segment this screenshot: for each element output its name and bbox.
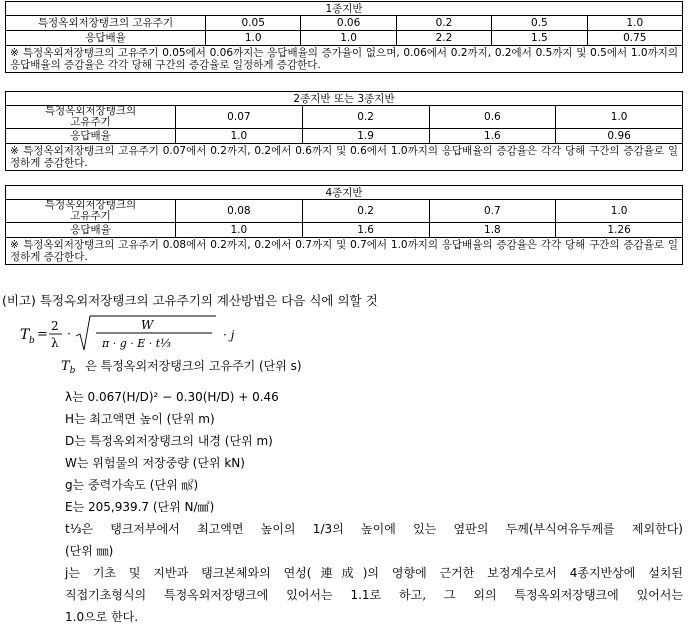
table-soil-type-1 — [5, 1, 683, 73]
period-cell: 0.05 — [206, 16, 301, 31]
formula-lhs: T — [20, 327, 30, 343]
def-line: H는 최고액면 높이 (단위 m) — [65, 412, 215, 426]
row-label-period — [6, 106, 176, 129]
mag-cell: 1.6 — [302, 223, 429, 238]
formula-tail: · j — [223, 328, 235, 342]
def-line: 은 특정옥외저장탱크의 고유주기 (단위 s) — [85, 359, 302, 373]
label-line: 고유주기 — [70, 210, 111, 222]
table-title: 4종지반 — [6, 186, 683, 200]
formula-dot: · — [67, 327, 71, 341]
def-line: 1.0으로 한다. — [65, 610, 139, 624]
mag-cell: 1.0 — [301, 31, 396, 46]
def-line: t⅓은 탱크저부에서 최고액면 높이의 1/3의 높이에 있는 옆판의 두께(부식여유두께를 제외한다) — [65, 522, 683, 536]
table-soil-type-4 — [5, 185, 683, 265]
definitions — [61, 356, 683, 376]
mag-cell: 1.5 — [492, 31, 587, 46]
mag-cell: 0.75 — [587, 31, 682, 46]
label-line: 고유주기 — [70, 116, 111, 128]
mag-cell: 2.2 — [396, 31, 491, 46]
radicand-num: W — [141, 318, 154, 332]
label-line: 특정옥외저장탱크의 — [44, 199, 137, 211]
row-label-period — [6, 200, 176, 223]
row-label-mag: 응답배율 — [6, 223, 176, 238]
formula-eq: = — [37, 327, 48, 342]
label-line: 특정옥외저장탱크의 — [44, 105, 137, 117]
radicand-den: π · g · E · t⅓ — [102, 337, 171, 350]
def-line: 직접기초형식의 특정옥외저장탱크에 있어서는 1.1로 하고, 그 외의 특정옥외저장탱크에 있어서는 — [65, 588, 683, 602]
table-title: 1종지반 — [6, 2, 683, 16]
period-cell: 0.7 — [429, 200, 556, 223]
period-cell: 1.0 — [587, 16, 682, 31]
table-note: ※ 특정옥외저장탱크의 고유주기 0.05에서 0.06까지는 응답배율의 증가율이 없으며, 0.06에서 0.2까지, 0.2에서 0.5까지 및 0.5에서 1.0까지의 응답배율의 증감율은 각각 당해 구간의 증감율로 일정하게 증감한다. — [6, 46, 683, 73]
tb-symbol: T — [61, 359, 70, 374]
table-soil-type-2-3 — [5, 91, 683, 171]
period-cell: 0.2 — [302, 106, 429, 129]
period-cell: 0.6 — [429, 106, 556, 129]
def-line: g는 중력가속도 (단위 ㎨) — [65, 478, 199, 492]
mag-cell: 1.26 — [556, 223, 683, 238]
period-cell: 1.0 — [556, 106, 683, 129]
row-label-period: 특정옥외저장탱크의 고유주기 — [6, 16, 206, 31]
def-line: E는 205,939.7 (단위 N/㎟) — [65, 500, 215, 514]
mag-cell: 1.0 — [176, 129, 303, 144]
mag-cell: 1.0 — [176, 223, 303, 238]
table-note: ※ 특정옥외저장탱크의 고유주기 0.07에서 0.2까지, 0.2에서 0.6까지 및 0.6에서 1.0까지의 응답배율의 증감율은 각각 당해 구간의 증감율로 일정하게 증감한다. — [6, 144, 683, 171]
formula-num: 2 — [51, 319, 59, 333]
period-cell: 0.2 — [396, 16, 491, 31]
period-cell: 0.2 — [302, 200, 429, 223]
def-line: (단위 ㎜) — [65, 544, 114, 558]
row-label-mag: 응답배율 — [6, 129, 176, 144]
period-cell: 0.06 — [301, 16, 396, 31]
mag-cell: 1.0 — [206, 31, 301, 46]
period-cell: 1.0 — [556, 200, 683, 223]
definitions-list — [65, 387, 687, 629]
tb-sub: b — [69, 366, 76, 376]
table-note: ※ 특정옥외저장탱크의 고유주기 0.08에서 0.2까지, 0.2에서 0.7까지 및 0.7에서 1.0까지의 응답배율의 증감율은 각각 당해 구간의 증감율로 일정하게 증감한다. — [6, 238, 683, 265]
mag-cell: 1.8 — [429, 223, 556, 238]
formula-lhs-sub: b — [29, 336, 35, 346]
def-line: W는 위험물의 저장중량 (단위 kN) — [65, 456, 245, 470]
formula-svg — [20, 314, 280, 354]
table-title: 2종지반 또는 3종지반 — [6, 92, 683, 106]
mag-cell: 1.9 — [302, 129, 429, 144]
period-cell: 0.07 — [176, 106, 303, 129]
def-tb — [61, 356, 683, 376]
mag-cell: 0.96 — [556, 129, 683, 144]
def-line: j는 기초 및 지반과 탱크본체와의 연성(連成)의 영향에 근거한 보정계수로서 4종지반상에 설치된 — [65, 566, 683, 580]
def-line: D는 특정옥외저장탱크의 내경 (단위 m) — [65, 434, 273, 448]
row-label-mag: 응답배율 — [6, 31, 206, 46]
mag-cell: 1.6 — [429, 129, 556, 144]
period-formula — [20, 314, 280, 350]
period-cell: 0.08 — [176, 200, 303, 223]
formula-den: λ — [51, 336, 59, 350]
remark-text: (비고) 특정옥외저장탱크의 고유주기의 계산방법은 다음 식에 의할 것 — [2, 293, 378, 308]
period-cell: 0.5 — [492, 16, 587, 31]
def-line: λ는 0.067(H/D)² − 0.30(H/D) + 0.46 — [65, 390, 279, 404]
